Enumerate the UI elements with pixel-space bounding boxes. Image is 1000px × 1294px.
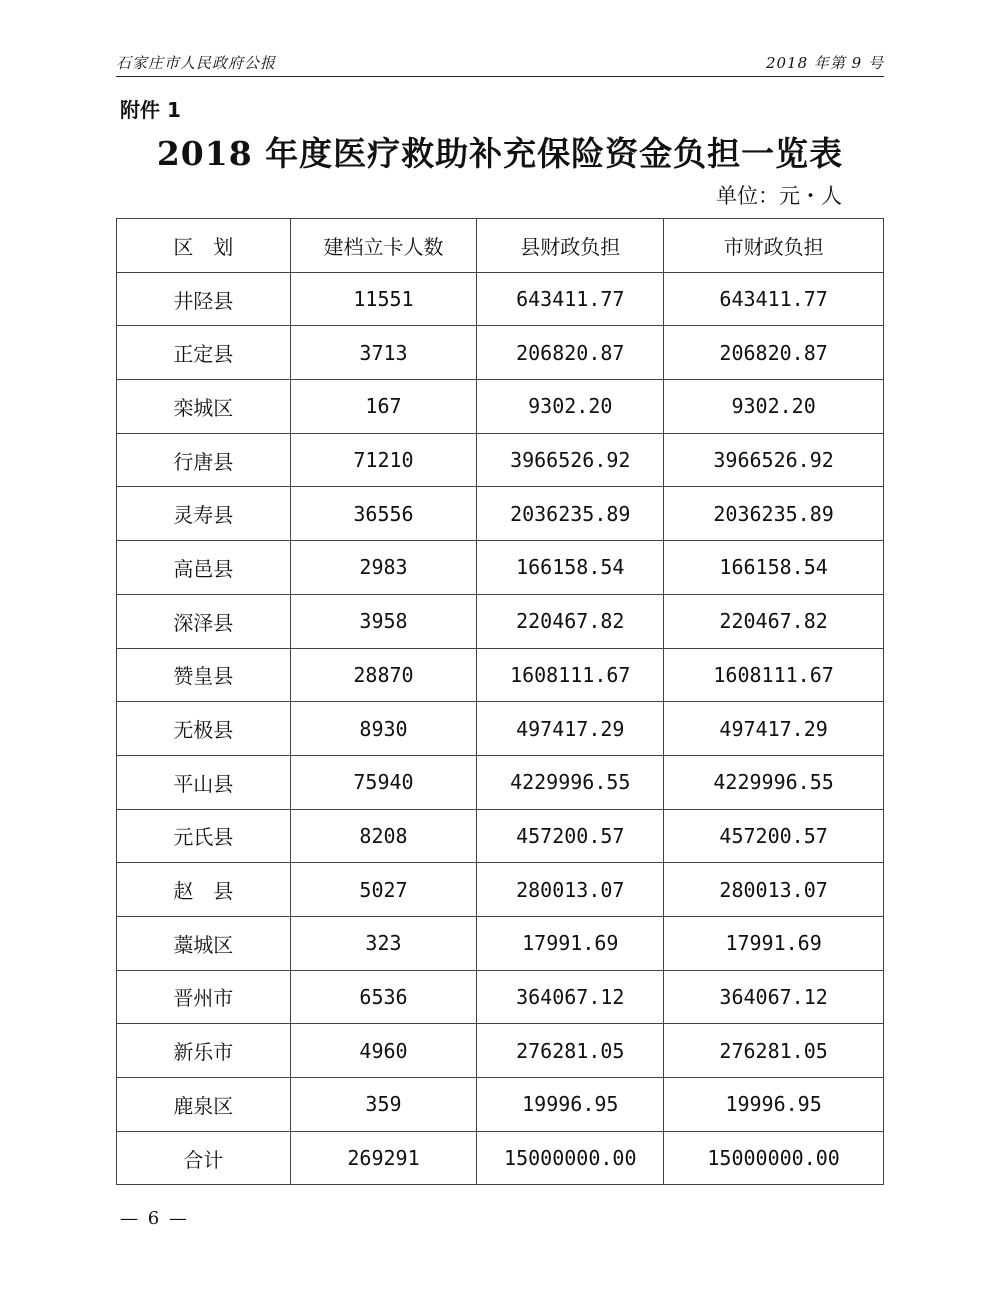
district-cell: 高邑县 — [117, 541, 291, 595]
value-cell: 6536 — [290, 970, 477, 1024]
unit-label: 单位：元・人 — [716, 184, 842, 208]
value-cell: 457200.57 — [664, 809, 884, 863]
value-cell: 359 — [290, 1078, 477, 1132]
value-cell: 497417.29 — [664, 702, 884, 756]
value-cell: 28870 — [290, 648, 477, 702]
value-cell: 166158.54 — [664, 541, 884, 595]
value-cell: 497417.29 — [477, 702, 664, 756]
value-cell: 280013.07 — [477, 863, 664, 917]
district-cell: 平山县 — [117, 755, 291, 809]
district-cell: 正定县 — [117, 326, 291, 380]
district-cell: 栾城区 — [117, 380, 291, 434]
table-row — [117, 755, 884, 809]
district-cell: 赞皇县 — [117, 648, 291, 702]
table-row — [117, 648, 884, 702]
value-cell: 206820.87 — [664, 326, 884, 380]
value-cell: 71210 — [290, 433, 477, 487]
value-cell: 2983 — [290, 541, 477, 595]
value-cell: 19996.95 — [477, 1078, 664, 1132]
value-cell: 643411.77 — [477, 272, 664, 326]
table-row — [117, 1131, 884, 1185]
table-row — [117, 380, 884, 434]
table-row — [117, 1024, 884, 1078]
value-cell: 276281.05 — [664, 1024, 884, 1078]
column-header: 区 划 — [117, 219, 291, 273]
page-number: — 6 — — [120, 1208, 189, 1229]
table-row — [117, 272, 884, 326]
district-cell: 灵寿县 — [117, 487, 291, 541]
value-cell: 323 — [290, 916, 477, 970]
publication-name: 石家庄市人民政府公报 — [116, 54, 277, 72]
column-header: 县财政负担 — [477, 219, 664, 273]
district-cell: 晋州市 — [117, 970, 291, 1024]
value-cell: 2036235.89 — [477, 487, 664, 541]
table-row — [117, 487, 884, 541]
value-cell: 9302.20 — [477, 380, 664, 434]
district-cell: 深泽县 — [117, 594, 291, 648]
value-cell: 4229996.55 — [664, 755, 884, 809]
district-cell: 行唐县 — [117, 433, 291, 487]
table-row — [117, 594, 884, 648]
attachment-label: 附件 1 — [120, 98, 181, 122]
table-row — [117, 863, 884, 917]
value-cell: 206820.87 — [477, 326, 664, 380]
value-cell: 220467.82 — [477, 594, 664, 648]
value-cell: 17991.69 — [664, 916, 884, 970]
value-cell: 167 — [290, 380, 477, 434]
value-cell: 5027 — [290, 863, 477, 917]
district-cell: 井陉县 — [117, 272, 291, 326]
table-row — [117, 809, 884, 863]
column-header: 建档立卡人数 — [290, 219, 477, 273]
value-cell: 3713 — [290, 326, 477, 380]
value-cell: 15000000.00 — [664, 1131, 884, 1185]
value-cell: 643411.77 — [664, 272, 884, 326]
district-cell: 鹿泉区 — [117, 1078, 291, 1132]
table-row — [117, 916, 884, 970]
value-cell: 15000000.00 — [477, 1131, 664, 1185]
district-cell: 无极县 — [117, 702, 291, 756]
issue-number: 2018 年第 9 号 — [765, 54, 884, 72]
value-cell: 75940 — [290, 755, 477, 809]
page-title: 2018 年度医疗救助补充保险资金负担一览表 — [156, 134, 844, 173]
value-cell: 9302.20 — [664, 380, 884, 434]
table-row — [117, 433, 884, 487]
value-cell: 1608111.67 — [664, 648, 884, 702]
value-cell: 364067.12 — [664, 970, 884, 1024]
value-cell: 364067.12 — [477, 970, 664, 1024]
value-cell: 17991.69 — [477, 916, 664, 970]
value-cell: 4960 — [290, 1024, 477, 1078]
value-cell: 1608111.67 — [477, 648, 664, 702]
value-cell: 269291 — [290, 1131, 477, 1185]
header-divider — [116, 76, 884, 77]
value-cell: 3966526.92 — [477, 433, 664, 487]
table-row — [117, 702, 884, 756]
value-cell: 3966526.92 — [664, 433, 884, 487]
page-header — [116, 50, 884, 74]
value-cell: 280013.07 — [664, 863, 884, 917]
district-cell: 合计 — [117, 1131, 291, 1185]
table-row — [117, 541, 884, 595]
value-cell: 457200.57 — [477, 809, 664, 863]
funding-table — [116, 218, 884, 1185]
value-cell: 3958 — [290, 594, 477, 648]
table-row — [117, 326, 884, 380]
district-cell: 新乐市 — [117, 1024, 291, 1078]
value-cell: 276281.05 — [477, 1024, 664, 1078]
value-cell: 2036235.89 — [664, 487, 884, 541]
district-cell: 藁城区 — [117, 916, 291, 970]
value-cell: 36556 — [290, 487, 477, 541]
district-cell: 赵 县 — [117, 863, 291, 917]
column-header: 市财政负担 — [664, 219, 884, 273]
value-cell: 11551 — [290, 272, 477, 326]
value-cell: 4229996.55 — [477, 755, 664, 809]
value-cell: 8930 — [290, 702, 477, 756]
district-cell: 元氏县 — [117, 809, 291, 863]
value-cell: 8208 — [290, 809, 477, 863]
value-cell: 19996.95 — [664, 1078, 884, 1132]
table-row — [117, 970, 884, 1024]
table-header-row — [117, 219, 884, 273]
value-cell: 166158.54 — [477, 541, 664, 595]
table-row — [117, 1078, 884, 1132]
value-cell: 220467.82 — [664, 594, 884, 648]
